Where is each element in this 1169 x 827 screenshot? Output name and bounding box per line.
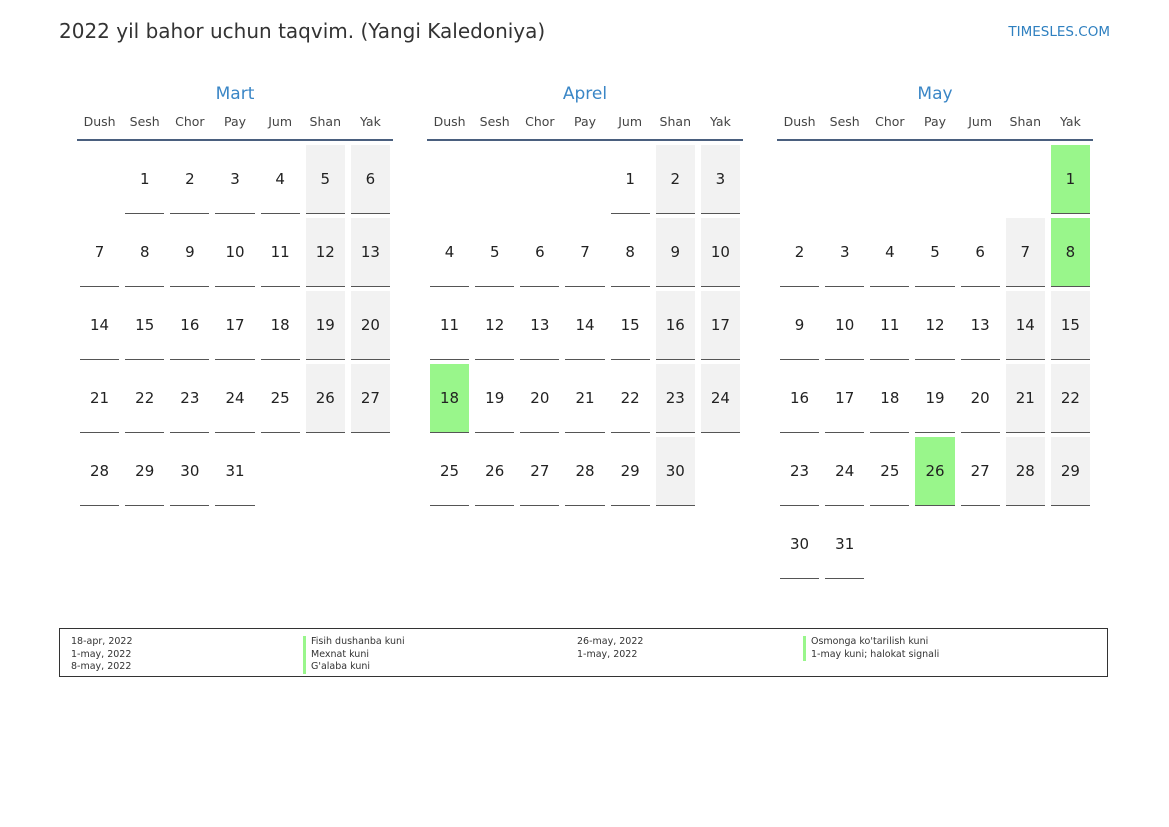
day-cell xyxy=(653,364,698,437)
day-number[interactable]: 9 xyxy=(656,218,695,287)
day-number[interactable]: 3 xyxy=(825,218,864,287)
legend-holiday-name: G'alaba kuni xyxy=(303,661,405,674)
day-number[interactable]: 24 xyxy=(215,364,254,433)
weekday-label: Jum xyxy=(968,114,993,129)
day-cell xyxy=(348,291,393,364)
legend-holiday-name: 1-may kuni; halokat signali xyxy=(803,649,939,662)
day-number[interactable]: 17 xyxy=(701,291,740,360)
day-number[interactable]: 11 xyxy=(261,218,300,287)
day-number[interactable]: 25 xyxy=(261,364,300,433)
day-cell xyxy=(867,364,912,437)
week-row xyxy=(777,510,1093,583)
day-cell xyxy=(303,218,348,291)
day-cell xyxy=(348,218,393,291)
day-number[interactable]: 23 xyxy=(656,364,695,433)
page-title: 2022 yil bahor uchun taqvim. (Yangi Kaledoniya) xyxy=(59,19,546,43)
day-cell xyxy=(867,291,912,364)
weekday-label: Pay xyxy=(573,114,597,129)
day-cell xyxy=(777,291,822,364)
day-cell xyxy=(958,510,1003,583)
day-number[interactable]: 24 xyxy=(701,364,740,433)
day-cell xyxy=(258,291,303,364)
day-cell xyxy=(1003,437,1048,510)
day-cell xyxy=(1003,364,1048,437)
day-cell xyxy=(258,145,303,218)
week-rows xyxy=(427,145,743,510)
month-0 xyxy=(77,82,393,510)
day-number[interactable]: 15 xyxy=(1051,291,1090,360)
weekday-label: Pay xyxy=(923,114,947,129)
legend-left-dates xyxy=(71,636,133,674)
day-cell xyxy=(122,437,167,510)
day-number[interactable]: 26 xyxy=(306,364,345,433)
day-number[interactable]: 2 xyxy=(170,145,209,214)
day-cell xyxy=(212,364,257,437)
weekday-label: Chor xyxy=(875,114,905,129)
day-number[interactable]: 20 xyxy=(351,291,390,360)
day-number[interactable]: 17 xyxy=(215,291,254,360)
day-cell xyxy=(348,364,393,437)
weekday-label: Shan xyxy=(659,114,691,129)
day-number[interactable]: 27 xyxy=(961,437,1000,506)
day-cell xyxy=(912,145,957,218)
site-link[interactable]: TIMESLES.COM xyxy=(1008,24,1110,40)
day-cell xyxy=(912,510,957,583)
day-cell xyxy=(77,218,122,291)
day-cell xyxy=(777,437,822,510)
day-cell xyxy=(1003,218,1048,291)
day-number[interactable]: 21 xyxy=(80,364,119,433)
day-number[interactable]: 6 xyxy=(351,145,390,214)
day-number[interactable]: 5 xyxy=(915,218,954,287)
legend-left-names xyxy=(303,636,405,674)
week-row xyxy=(777,218,1093,291)
day-cell xyxy=(517,145,562,218)
legend-date: 18-apr, 2022 xyxy=(71,636,133,647)
day-cell xyxy=(958,364,1003,437)
week-row xyxy=(77,291,393,364)
day-number[interactable]: 18 xyxy=(870,364,909,433)
day-number[interactable]: 4 xyxy=(430,218,469,287)
day-number[interactable]: 9 xyxy=(170,218,209,287)
day-number[interactable]: 8 xyxy=(611,218,650,287)
day-cell xyxy=(517,437,562,510)
day-number[interactable]: 7 xyxy=(80,218,119,287)
day-cell xyxy=(822,291,867,364)
day-number[interactable]: 4 xyxy=(870,218,909,287)
day-number[interactable]: 26 xyxy=(915,437,954,506)
day-cell xyxy=(1003,145,1048,218)
day-number[interactable]: 22 xyxy=(611,364,650,433)
day-number[interactable]: 13 xyxy=(520,291,559,360)
day-cell xyxy=(822,218,867,291)
day-number[interactable]: 18 xyxy=(430,364,469,433)
weekday-label: Chor xyxy=(525,114,555,129)
month-1 xyxy=(427,82,743,510)
day-cell xyxy=(348,145,393,218)
day-cell xyxy=(867,510,912,583)
day-number[interactable]: 3 xyxy=(701,145,740,214)
day-number[interactable]: 5 xyxy=(306,145,345,214)
day-cell xyxy=(517,291,562,364)
day-cell xyxy=(777,364,822,437)
weekday-header xyxy=(777,114,1093,141)
day-number[interactable]: 23 xyxy=(780,437,819,506)
day-number[interactable]: 13 xyxy=(961,291,1000,360)
day-number[interactable]: 16 xyxy=(170,291,209,360)
weekday-label: Sesh xyxy=(829,114,860,129)
week-row xyxy=(77,145,393,218)
day-number[interactable]: 2 xyxy=(780,218,819,287)
day-number[interactable]: 10 xyxy=(701,218,740,287)
day-number[interactable]: 20 xyxy=(961,364,1000,433)
day-cell xyxy=(427,291,472,364)
week-row xyxy=(427,437,743,510)
day-cell xyxy=(698,218,743,291)
day-cell xyxy=(698,145,743,218)
day-cell xyxy=(1048,145,1093,218)
day-number[interactable]: 11 xyxy=(430,291,469,360)
week-rows xyxy=(777,145,1093,583)
day-cell xyxy=(562,437,607,510)
day-cell xyxy=(562,291,607,364)
day-cell xyxy=(122,145,167,218)
day-cell xyxy=(77,364,122,437)
day-number[interactable]: 19 xyxy=(306,291,345,360)
day-cell xyxy=(777,510,822,583)
day-number[interactable]: 28 xyxy=(80,437,119,506)
day-number[interactable]: 11 xyxy=(870,291,909,360)
day-cell xyxy=(1048,218,1093,291)
day-cell xyxy=(698,437,743,510)
day-number[interactable]: 13 xyxy=(351,218,390,287)
day-number[interactable]: 9 xyxy=(780,291,819,360)
week-row xyxy=(777,145,1093,218)
week-row xyxy=(427,291,743,364)
day-cell xyxy=(167,145,212,218)
legend-right-dates xyxy=(577,636,643,661)
weekday-label: Yak xyxy=(1060,114,1081,129)
day-number[interactable]: 7 xyxy=(1006,218,1045,287)
day-cell xyxy=(653,437,698,510)
weekday-label: Shan xyxy=(309,114,341,129)
day-cell xyxy=(212,291,257,364)
day-number[interactable]: 30 xyxy=(170,437,209,506)
legend-holiday-name: Osmonga ko'tarilish kuni xyxy=(803,636,939,649)
day-cell xyxy=(608,291,653,364)
day-number[interactable]: 31 xyxy=(825,510,864,579)
day-number[interactable]: 29 xyxy=(611,437,650,506)
day-cell xyxy=(472,145,517,218)
legend-date: 1-may, 2022 xyxy=(577,648,638,660)
day-cell xyxy=(167,364,212,437)
day-cell xyxy=(608,437,653,510)
month-title: Aprel xyxy=(562,84,608,104)
day-number[interactable]: 12 xyxy=(475,291,514,360)
day-cell xyxy=(472,364,517,437)
day-number[interactable]: 7 xyxy=(565,218,604,287)
day-cell xyxy=(653,145,698,218)
day-cell xyxy=(77,437,122,510)
week-row xyxy=(77,364,393,437)
week-row xyxy=(77,437,393,510)
day-cell xyxy=(958,291,1003,364)
day-number[interactable]: 6 xyxy=(961,218,1000,287)
day-cell xyxy=(167,437,212,510)
day-cell xyxy=(427,437,472,510)
day-cell xyxy=(517,218,562,291)
legend-right-names xyxy=(803,636,939,661)
weekday-label: Dush xyxy=(783,114,816,129)
day-cell xyxy=(608,364,653,437)
day-cell xyxy=(912,291,957,364)
day-cell xyxy=(562,218,607,291)
day-number[interactable]: 15 xyxy=(125,291,164,360)
day-number[interactable]: 4 xyxy=(261,145,300,214)
day-cell xyxy=(958,218,1003,291)
day-cell xyxy=(472,437,517,510)
day-cell xyxy=(698,291,743,364)
day-number[interactable]: 12 xyxy=(915,291,954,360)
day-cell xyxy=(608,145,653,218)
weekday-label: Sesh xyxy=(129,114,160,129)
weekday-label: Yak xyxy=(710,114,731,129)
day-number[interactable]: 12 xyxy=(306,218,345,287)
day-number[interactable]: 10 xyxy=(215,218,254,287)
day-number[interactable]: 27 xyxy=(351,364,390,433)
day-cell xyxy=(472,218,517,291)
day-cell xyxy=(167,218,212,291)
day-cell xyxy=(427,145,472,218)
day-cell xyxy=(122,218,167,291)
day-cell xyxy=(167,291,212,364)
day-cell xyxy=(867,145,912,218)
day-cell xyxy=(653,291,698,364)
day-cell xyxy=(348,437,393,510)
day-number[interactable]: 14 xyxy=(565,291,604,360)
day-cell xyxy=(912,364,957,437)
month-title: Mart xyxy=(215,84,255,104)
day-cell xyxy=(867,437,912,510)
day-cell xyxy=(1048,510,1093,583)
day-number[interactable]: 26 xyxy=(475,437,514,506)
month-title: May xyxy=(917,84,953,104)
day-cell xyxy=(122,291,167,364)
weekday-label: Jum xyxy=(268,114,293,129)
day-cell xyxy=(258,437,303,510)
weekday-label: Sesh xyxy=(479,114,510,129)
day-cell xyxy=(212,437,257,510)
week-rows xyxy=(77,145,393,510)
week-row xyxy=(777,291,1093,364)
month-2 xyxy=(777,82,1093,583)
week-row xyxy=(427,364,743,437)
day-number[interactable]: 16 xyxy=(780,364,819,433)
day-cell xyxy=(1048,291,1093,364)
day-cell xyxy=(303,364,348,437)
week-row xyxy=(427,145,743,218)
day-cell xyxy=(122,364,167,437)
day-cell xyxy=(1048,364,1093,437)
legend-holiday-name: Mexnat kuni xyxy=(303,649,405,662)
day-number[interactable]: 18 xyxy=(261,291,300,360)
day-number[interactable]: 8 xyxy=(1051,218,1090,287)
day-number[interactable]: 2 xyxy=(656,145,695,214)
day-number[interactable]: 3 xyxy=(215,145,254,214)
day-number[interactable]: 10 xyxy=(825,291,864,360)
day-cell xyxy=(303,437,348,510)
day-cell xyxy=(1003,510,1048,583)
day-number[interactable]: 17 xyxy=(825,364,864,433)
week-row xyxy=(77,218,393,291)
weekday-label: Shan xyxy=(1009,114,1041,129)
day-cell xyxy=(77,145,122,218)
weekday-label: Yak xyxy=(360,114,381,129)
weekday-label: Dush xyxy=(83,114,116,129)
day-cell xyxy=(867,218,912,291)
day-cell xyxy=(1003,291,1048,364)
day-cell xyxy=(822,437,867,510)
day-cell xyxy=(303,145,348,218)
day-number[interactable]: 6 xyxy=(520,218,559,287)
day-number[interactable]: 31 xyxy=(215,437,254,506)
day-cell xyxy=(562,364,607,437)
day-cell xyxy=(562,145,607,218)
day-number[interactable]: 20 xyxy=(520,364,559,433)
weekday-header xyxy=(77,114,393,141)
day-cell xyxy=(958,145,1003,218)
day-number[interactable]: 1 xyxy=(1051,145,1090,214)
day-number[interactable]: 22 xyxy=(1051,364,1090,433)
day-cell xyxy=(912,218,957,291)
day-cell xyxy=(472,291,517,364)
day-number[interactable]: 14 xyxy=(1006,291,1045,360)
legend-date: 1-may, 2022 xyxy=(71,648,132,660)
day-number[interactable]: 29 xyxy=(1051,437,1090,506)
day-cell xyxy=(303,291,348,364)
day-number[interactable]: 25 xyxy=(870,437,909,506)
day-number[interactable]: 28 xyxy=(1006,437,1045,506)
day-cell xyxy=(427,218,472,291)
day-number[interactable]: 16 xyxy=(656,291,695,360)
day-number[interactable]: 23 xyxy=(170,364,209,433)
day-cell xyxy=(427,364,472,437)
week-row xyxy=(777,364,1093,437)
day-cell xyxy=(822,145,867,218)
day-cell xyxy=(698,364,743,437)
weekday-header xyxy=(427,114,743,141)
day-cell xyxy=(258,218,303,291)
day-cell xyxy=(212,218,257,291)
day-cell xyxy=(958,437,1003,510)
day-number[interactable]: 27 xyxy=(520,437,559,506)
day-cell xyxy=(1048,437,1093,510)
day-number[interactable]: 19 xyxy=(915,364,954,433)
day-cell xyxy=(258,364,303,437)
weekday-label: Dush xyxy=(433,114,466,129)
day-number[interactable]: 28 xyxy=(565,437,604,506)
legend-date: 8-may, 2022 xyxy=(71,661,132,672)
day-number[interactable]: 1 xyxy=(611,145,650,214)
day-cell xyxy=(777,145,822,218)
day-number[interactable]: 24 xyxy=(825,437,864,506)
day-number[interactable]: 19 xyxy=(475,364,514,433)
day-number[interactable]: 29 xyxy=(125,437,164,506)
day-cell xyxy=(777,218,822,291)
weekday-label: Chor xyxy=(175,114,205,129)
holiday-legend xyxy=(59,628,1108,677)
day-cell xyxy=(822,364,867,437)
day-number[interactable]: 25 xyxy=(430,437,469,506)
day-number[interactable]: 21 xyxy=(1006,364,1045,433)
day-number[interactable]: 30 xyxy=(780,510,819,579)
day-cell xyxy=(212,145,257,218)
day-cell xyxy=(608,218,653,291)
day-number[interactable]: 21 xyxy=(565,364,604,433)
day-cell xyxy=(653,218,698,291)
day-number[interactable]: 5 xyxy=(475,218,514,287)
day-cell xyxy=(822,510,867,583)
week-row xyxy=(427,218,743,291)
weekday-label: Pay xyxy=(223,114,247,129)
day-number[interactable]: 14 xyxy=(80,291,119,360)
day-number[interactable]: 22 xyxy=(125,364,164,433)
weekday-label: Jum xyxy=(618,114,643,129)
legend-date: 26-may, 2022 xyxy=(577,636,644,647)
day-number[interactable]: 1 xyxy=(125,145,164,214)
day-cell xyxy=(77,291,122,364)
week-row xyxy=(777,437,1093,510)
day-number[interactable]: 15 xyxy=(611,291,650,360)
day-number[interactable]: 8 xyxy=(125,218,164,287)
day-number[interactable]: 30 xyxy=(656,437,695,506)
day-cell xyxy=(517,364,562,437)
day-cell xyxy=(912,437,957,510)
legend-holiday-name: Fisih dushanba kuni xyxy=(303,636,405,649)
